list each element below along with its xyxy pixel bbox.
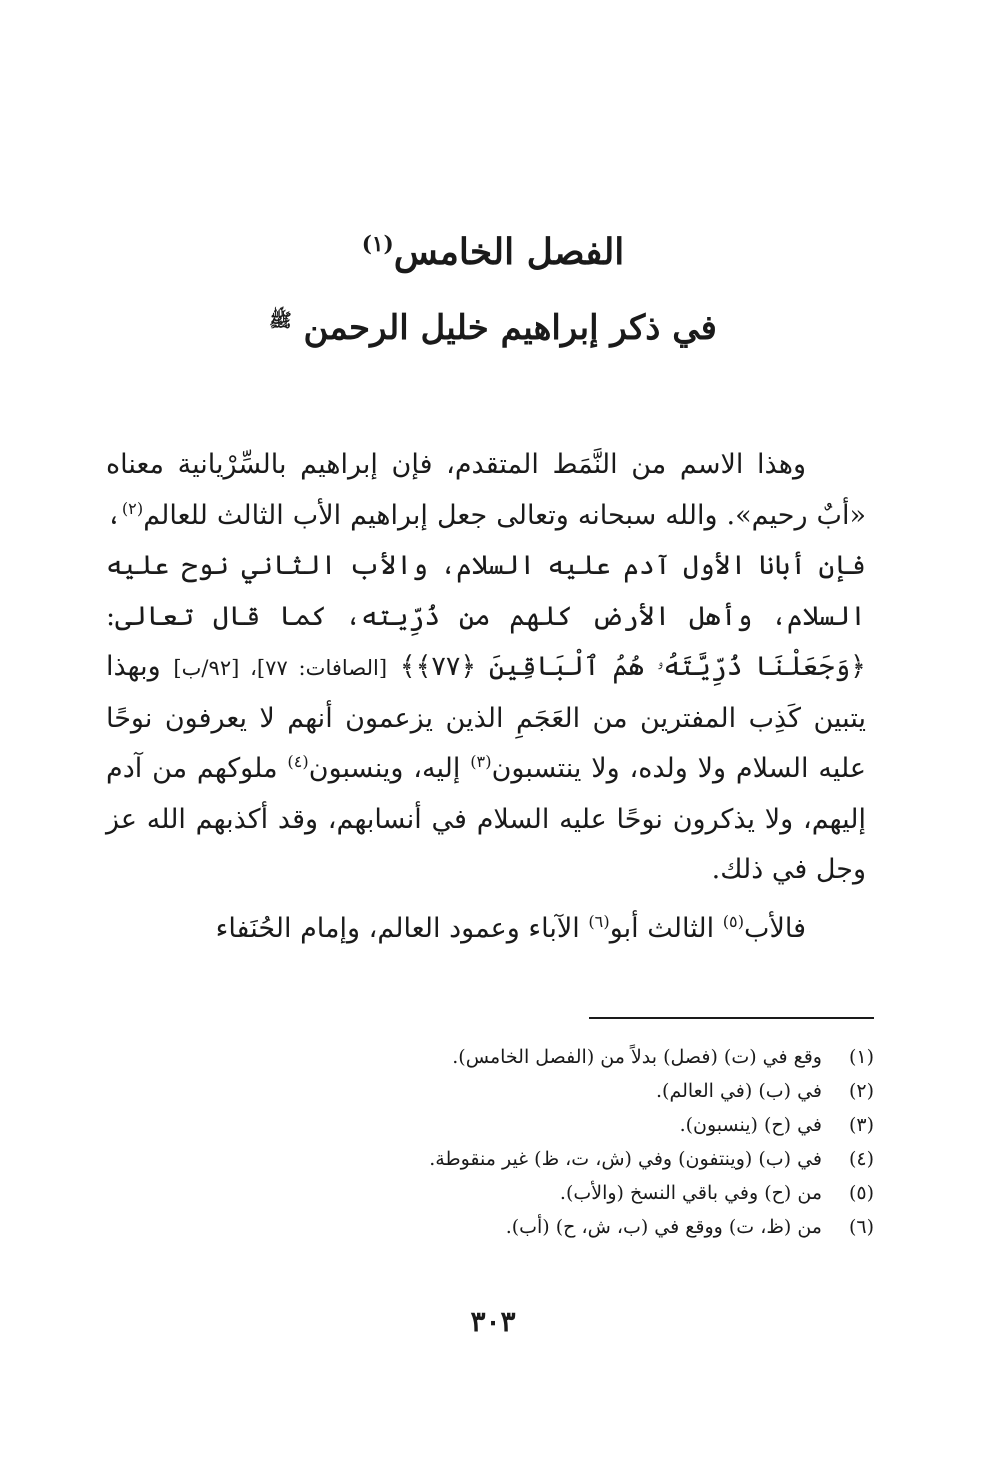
footnote-item xyxy=(174,1142,874,1176)
paragraph-1-text-d: إليه، وينسبون xyxy=(308,753,461,784)
chapter-subtitle xyxy=(0,298,986,358)
chapter-subtitle-text: في ذكر إبراهيم خليل الرحمن xyxy=(303,308,717,348)
footnote-item xyxy=(174,1210,874,1244)
paragraph-1 xyxy=(106,440,866,896)
footnote-number: (٢) xyxy=(848,1080,874,1102)
paragraph-1-text-c: وبهذا يتبين كَذِب المفترين من العَجَمِ الذين يزعمون أنهم لا يعرفون نوحًا عليه السلام ولا ولده، ولا ينتسبون xyxy=(106,651,867,784)
footnote-ref-6[interactable]: (٦) xyxy=(588,911,610,931)
footnote-number: (٦) xyxy=(848,1216,874,1238)
footnote-ref-4[interactable]: (٤) xyxy=(287,752,309,771)
footnote-ref-5[interactable]: (٥) xyxy=(722,911,745,931)
footnote-number: (٤) xyxy=(848,1148,874,1170)
paragraph-2 xyxy=(106,904,866,955)
chapter-title-text: الفصل الخامس xyxy=(393,231,625,273)
footnote-text: وقع في (ت) (فصل) بدلاً من (الفصل الخامس). xyxy=(452,1046,822,1068)
footnote-text: في (ح) (ينسبون). xyxy=(679,1114,822,1136)
footnote-number: (١) xyxy=(848,1046,874,1068)
chapter-title xyxy=(0,222,986,282)
verse-reference: [الصافات: ٧٧]، [٩٢/ب] xyxy=(173,655,388,680)
footnote-item xyxy=(174,1176,874,1210)
footnote-divider xyxy=(589,1017,874,1019)
footnote-ref-3[interactable]: (٣) xyxy=(470,752,492,771)
footnote-item xyxy=(174,1040,874,1074)
footnote-ref-2[interactable]: (٢) xyxy=(121,498,144,518)
honorific-glyph: ﷺ xyxy=(269,309,292,332)
paragraph-1-text-a: وهذا الاسم من النَّمَط المتقدم، فإن إبراهيم بالسِّرْيانية معناه «أبٌ رحيم». والله سبحانه وتعالى جعل إبراهيم الأب الثالث للعالم xyxy=(106,449,866,531)
footnote-number: (٣) xyxy=(848,1114,874,1136)
footnote-text: من (ح) وفي باقي النسخ (والأب). xyxy=(559,1182,822,1204)
paragraph-2-text-a: فالأب xyxy=(744,912,806,944)
footnote-ref-1[interactable]: (١) xyxy=(361,232,394,257)
footnote-item xyxy=(174,1074,874,1108)
paragraph-2-text-c: الآباء وعمود العالم، وإمام الحُنَفاء xyxy=(215,912,580,944)
footnotes-list xyxy=(174,1040,874,1244)
footnote-number: (٥) xyxy=(848,1182,874,1204)
footnote-item xyxy=(174,1108,874,1142)
paragraph-1-text-e: ملوكهم من آدم إليهم، ولا يذكرون نوحًا عليه السلام في أنسابهم، وقد أكذبهم الله عز وجل في ذلك. xyxy=(106,753,866,885)
footnote-text: في (ب) (وينتفون) وفي (ش، ت، ظ) غير منقوطة. xyxy=(429,1148,822,1170)
paragraph-1-text-b: ، فإن أبانا الأول آدم عليه السلام، والأب الثاني نوح عليه السلام، وأهل الأرض كلهم من ذُرِّيته، كما قال تعالى: xyxy=(106,499,866,632)
main-text xyxy=(106,440,866,954)
footnote-text: من (ظ، ت) ووقع في (ب، ش، ح) (أب). xyxy=(505,1216,822,1238)
paragraph-2-text-b: الثالث أبو xyxy=(609,912,715,944)
footnote-text: في (ب) (في العالم). xyxy=(656,1080,822,1102)
page-number: ٣٠٣ xyxy=(470,1305,516,1338)
quran-verse: ﴿وَجَعَلْنَا ذُرِّيَّتَهُۥ هُمُ ٱلْبَاقِينَ ﴿٧٧﴾﴾ xyxy=(399,651,866,682)
